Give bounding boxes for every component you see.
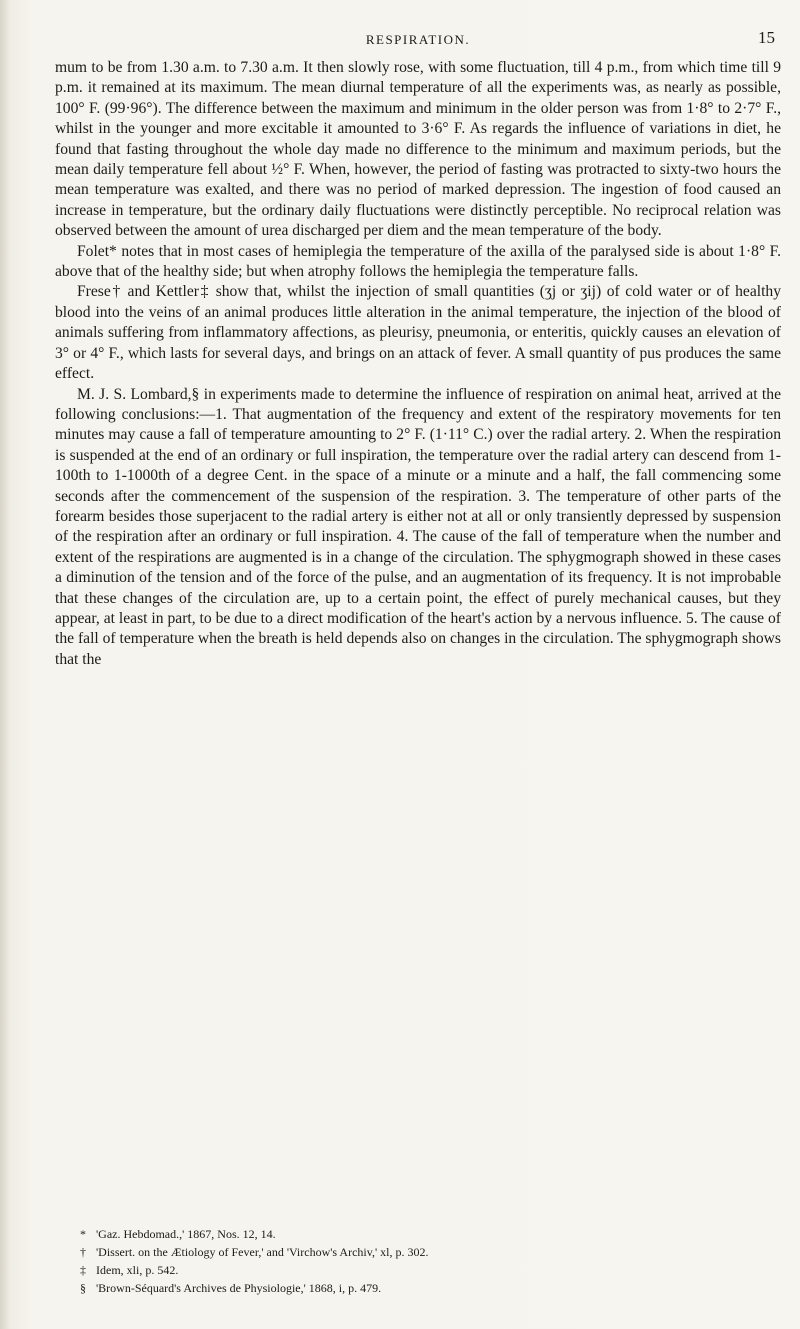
page-number: 15 bbox=[758, 28, 775, 47]
paragraph: Frese† and Kettler‡ show that, whilst the injection of small quantities (ʒj or ʒij) of cold water or of healthy blood into the veins of an animal produces little alteration in the animal temperature, the injection of the blood of animals suffering from inflammatory affections, as pleurisy, pneumonia, or enteritis, quickly causes an elevation of 3° or 4° F., which lasts for several days, and brings on an attack of fever. A small quantity of pus produces the same effect. bbox=[55, 283, 781, 383]
footnote: § 'Brown-Séquard's Archives de Physiologie,' 1868, i, p. 479. bbox=[80, 1281, 382, 1295]
running-head: RESPIRATION. bbox=[365, 32, 471, 47]
footnote: ‡ Idem, xli, p. 542. bbox=[80, 1263, 179, 1277]
binding-shadow bbox=[0, 0, 10, 1329]
page-header bbox=[55, 30, 781, 54]
footnotes bbox=[80, 1225, 780, 1297]
footnote: † 'Dissert. on the Ætiology of Fever,' and 'Virchow's Archiv,' xl, p. 302. bbox=[80, 1245, 429, 1259]
footnote: * 'Gaz. Hebdomad.,' 1867, Nos. 12, 14. bbox=[80, 1227, 276, 1241]
paragraph: Folet* notes that in most cases of hemiplegia the temperature of the axilla of the paralysed side is about 1·8° F. above that of the healthy side; but when atrophy follows the hemiplegia the temperature falls. bbox=[55, 242, 781, 281]
body-text bbox=[55, 58, 781, 670]
paragraph: mum to be from 1.30 a.m. to 7.30 a.m. It then slowly rose, with some fluctuation, till 4 p.m., from which time till 9 p.m. it remained at its maximum. The mean diurnal temperature of all the experiments was, as nearly as possible, 100° F. (99·96°). The difference between the maximum and minimum in the older person was from 1·8° to 2·7° F., whilst in the younger and more excitable it amounted to 3·6° F. As regards the influence of variations in diet, he found that fasting throughout the whole day made no difference to the minimum and maximum periods, but the mean daily temperature fell about ½° F. When, however, the period of fasting was protracted to sixty-two hours the mean temperature was exalted, and there was no period of marked depression. The ingestion of food caused an increase in temperature, but the ordinary daily fluctuations were distinctly perceptible. No reciprocal relation was observed between the amount of urea discharged per diem and the mean temperature of the body. bbox=[55, 59, 781, 240]
paragraph: M. J. S. Lombard,§ in experiments made to determine the influence of respiration on animal heat, arrived at the following conclusions:—1. That augmentation of the frequency and extent of the respiratory movements for ten minutes may cause a fall of temperature amounting to 2° F. (1·11° C.) over the radial artery. 2. When the respiration is suspended at the end of an ordinary or full inspiration, the temperature over the radial artery can descend from 1-100th to 1-1000th of a degree Cent. in the space of a minute or a minute and a half, the fall commencing some seconds after the commencement of the suspension of the respiration. 3. The temperature of other parts of the forearm besides those superjacent to the radial artery is either not at all or only transiently depressed by suspension of the respiration after an ordinary or full inspiration. 4. The cause of the fall of temperature when the number and extent of the respirations are augmented is in a change of the circulation. The sphygmograph showed in these cases a diminution of the tension and of the force of the pulse, and an augmentation of its frequency. It is not improbable that these changes of the circulation are, up to a certain point, the effect of purely mechanical causes, but they appear, at least in part, to be due to a direct modification of the heart's action by a nervous influence. 5. The cause of the fall of temperature when the breath is held depends also on changes in the circulation. The sphygmograph shows that the bbox=[55, 385, 781, 668]
